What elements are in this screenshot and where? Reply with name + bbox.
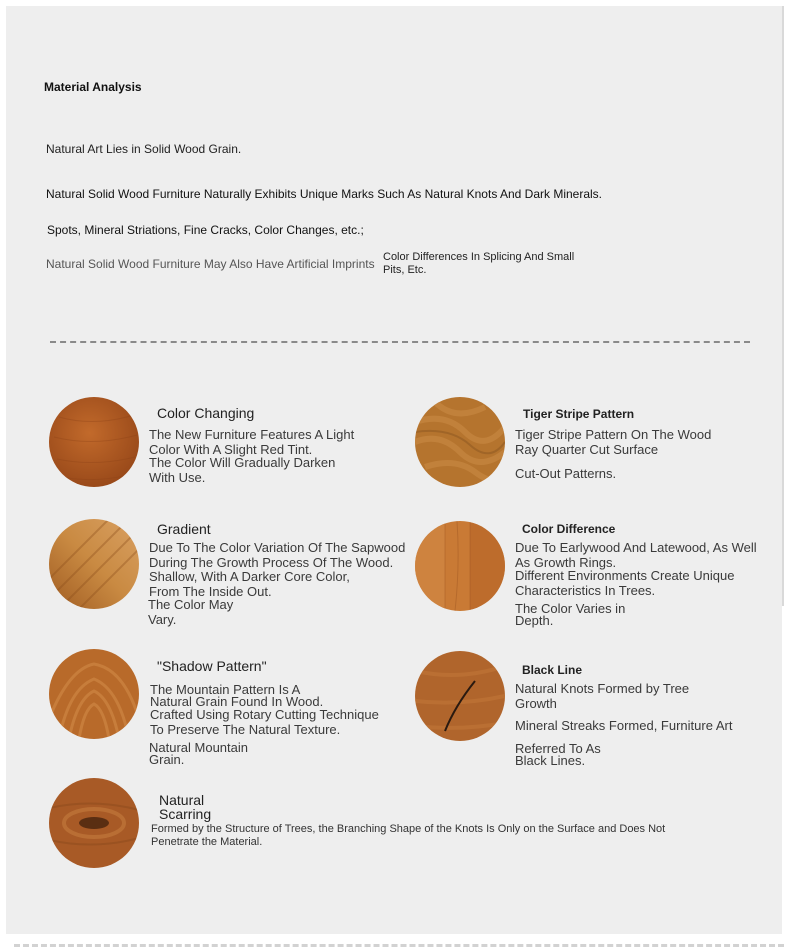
intro-line-2: Natural Solid Wood Furniture Naturally Exhibits Unique Marks Such As Natural Knots And Dark Minerals. (46, 187, 603, 201)
wood-sample-tiger-stripe (415, 397, 505, 487)
feature-text: Due To The Color Variation Of The Sapwood (149, 540, 406, 555)
feature-text: Natural Grain Found In Wood. (150, 694, 324, 709)
feature-text: To Preserve The Natural Texture. (150, 722, 341, 737)
bottom-divider (14, 944, 784, 948)
wood-sample-black-line (415, 651, 505, 741)
feature-text: Referred To As (515, 741, 601, 756)
feature-title: Gradient (157, 521, 211, 537)
feature-text: The New Furniture Features A Light (149, 427, 355, 442)
feature-text: Different Environments Create Unique (515, 568, 735, 583)
feature-title: Natural (159, 792, 205, 808)
feature-text: Tiger Stripe Pattern On The Wood (515, 427, 712, 442)
wood-sample-natural-scarring (49, 778, 139, 868)
wood-sample-color-difference (415, 521, 505, 611)
feature-text: Vary. (148, 612, 177, 627)
feature-text: From The Inside Out. (149, 584, 272, 599)
feature-text: As Growth Rings. (515, 555, 617, 570)
feature-text: Natural Mountain (149, 740, 248, 755)
feature-text: Color With A Slight Red Tint. (149, 442, 313, 457)
feature-text: The Color Will Gradually Darken (149, 455, 336, 470)
feature-text: Growth (515, 696, 557, 711)
feature-text: Crafted Using Rotary Cutting Technique (150, 707, 379, 722)
wood-sample-color-changing (49, 397, 139, 487)
feature-text: Depth. (515, 613, 554, 628)
feature-text: Black Lines. (515, 753, 586, 768)
page-title: Material Analysis (44, 80, 142, 94)
section-divider (50, 341, 750, 343)
feature-text: Natural Knots Formed by Tree (515, 681, 690, 696)
feature-text: The Color May (148, 597, 234, 612)
feature-text: The Mountain Pattern Is A (150, 682, 301, 697)
feature-text: Mineral Streaks Formed, Furniture Art (515, 718, 733, 733)
intro-line-4: Natural Solid Wood Furniture May Also Have Artificial Imprints (46, 257, 375, 271)
edge-line (782, 6, 784, 606)
feature-text: With Use. (149, 470, 206, 485)
intro-line-5: Color Differences In Splicing And Small Pits, Etc. (383, 251, 575, 276)
feature-text: Cut-Out Patterns. (515, 466, 617, 481)
intro-line-3: Spots, Mineral Striations, Fine Cracks, Color Changes, etc.; (47, 223, 364, 237)
feature-text: Shallow, With A Darker Core Color, (149, 569, 350, 584)
feature-text: Penetrate the Material. (151, 836, 263, 848)
wood-sample-shadow-pattern (49, 649, 139, 739)
feature-text: The Color Varies in (515, 601, 626, 616)
feature-text: Due To Earlywood And Latewood, As Well (515, 540, 757, 555)
feature-title: Black Line (522, 663, 583, 677)
feature-title: Tiger Stripe Pattern (523, 407, 635, 421)
feature-title: "Shadow Pattern" (157, 658, 267, 674)
wood-sample-gradient (49, 519, 139, 609)
intro-line-1: Natural Art Lies in Solid Wood Grain. (46, 142, 242, 156)
feature-text: During The Growth Process Of The Wood. (149, 555, 394, 570)
feature-text: Characteristics In Trees. (515, 583, 656, 598)
feature-text: Ray Quarter Cut Surface (515, 442, 659, 457)
feature-title: Scarring (159, 806, 212, 822)
feature-title: Color Difference (522, 522, 616, 536)
feature-text: Grain. (149, 752, 185, 767)
feature-text: Formed by the Structure of Trees, the Branching Shape of the Knots Is Only on the Surface and Does Not (151, 823, 666, 835)
feature-title: Color Changing (157, 405, 255, 421)
